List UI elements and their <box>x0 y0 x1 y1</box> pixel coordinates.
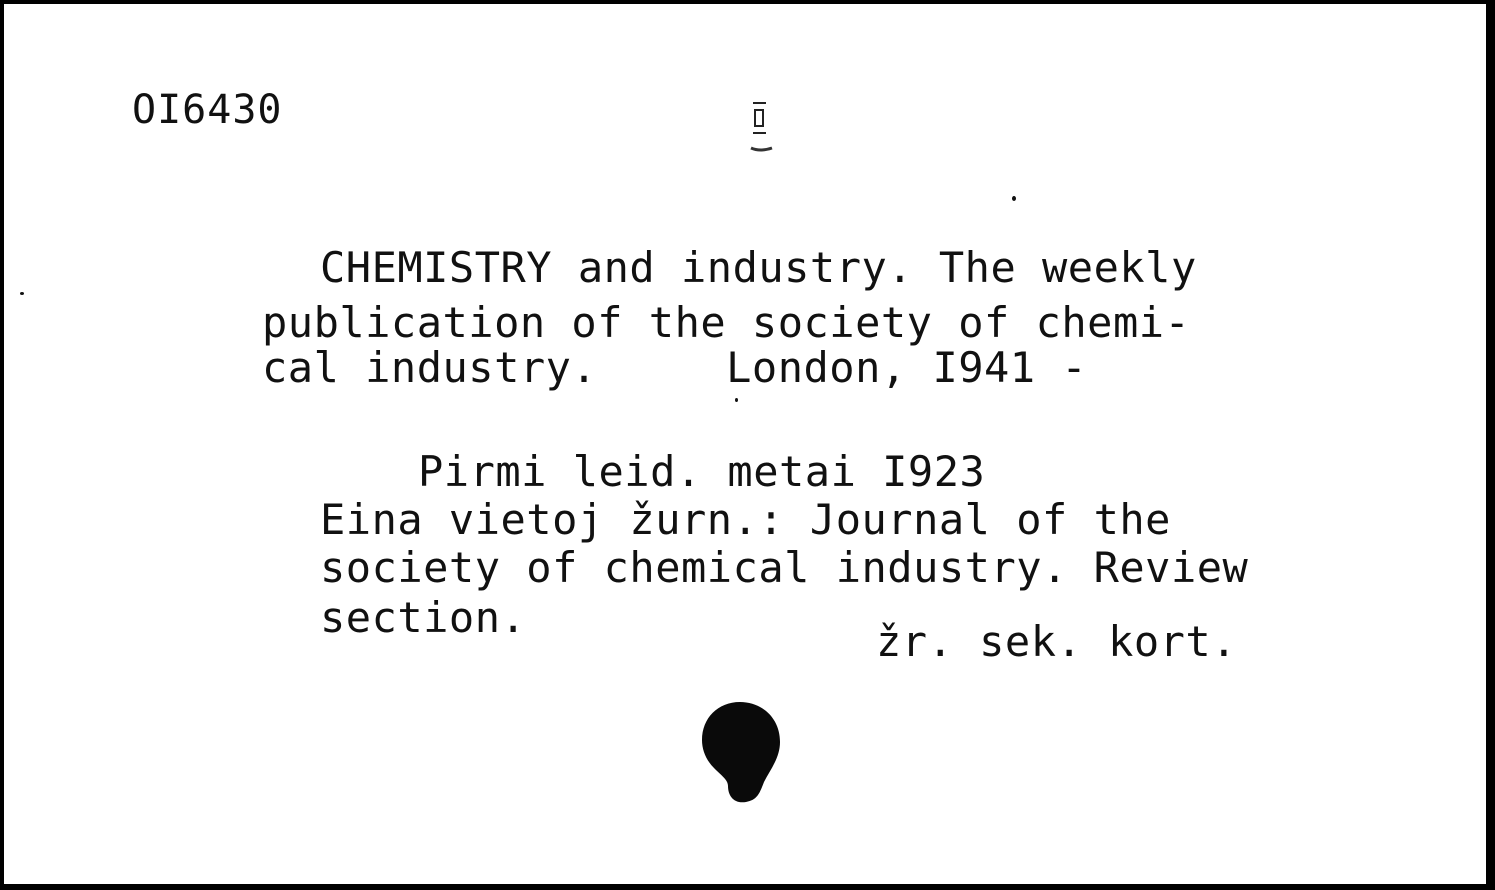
supersedes-line: section. <box>320 593 527 642</box>
staple-mark-icon <box>750 100 776 160</box>
title-line: publication of the society of chemi- <box>262 298 1191 347</box>
ink-speck <box>735 398 738 402</box>
title-line: cal industry. London, I941 - <box>262 343 1088 392</box>
supersedes-line: Eina vietoj žurn.: Journal of the <box>320 495 1171 544</box>
first-edition-line: Pirmi leid. metai I923 <box>418 447 986 496</box>
see-also-reference: žr. sek. kort. <box>876 617 1238 666</box>
call-number: OI6430 <box>132 87 283 133</box>
title-line: CHEMISTRY and industry. The weekly <box>320 243 1197 292</box>
ink-speck <box>1012 196 1016 201</box>
supersedes-line: society of chemical industry. Review <box>320 543 1249 592</box>
punch-hole-icon <box>700 700 784 808</box>
ink-speck <box>20 292 24 295</box>
catalog-card <box>4 4 1486 884</box>
